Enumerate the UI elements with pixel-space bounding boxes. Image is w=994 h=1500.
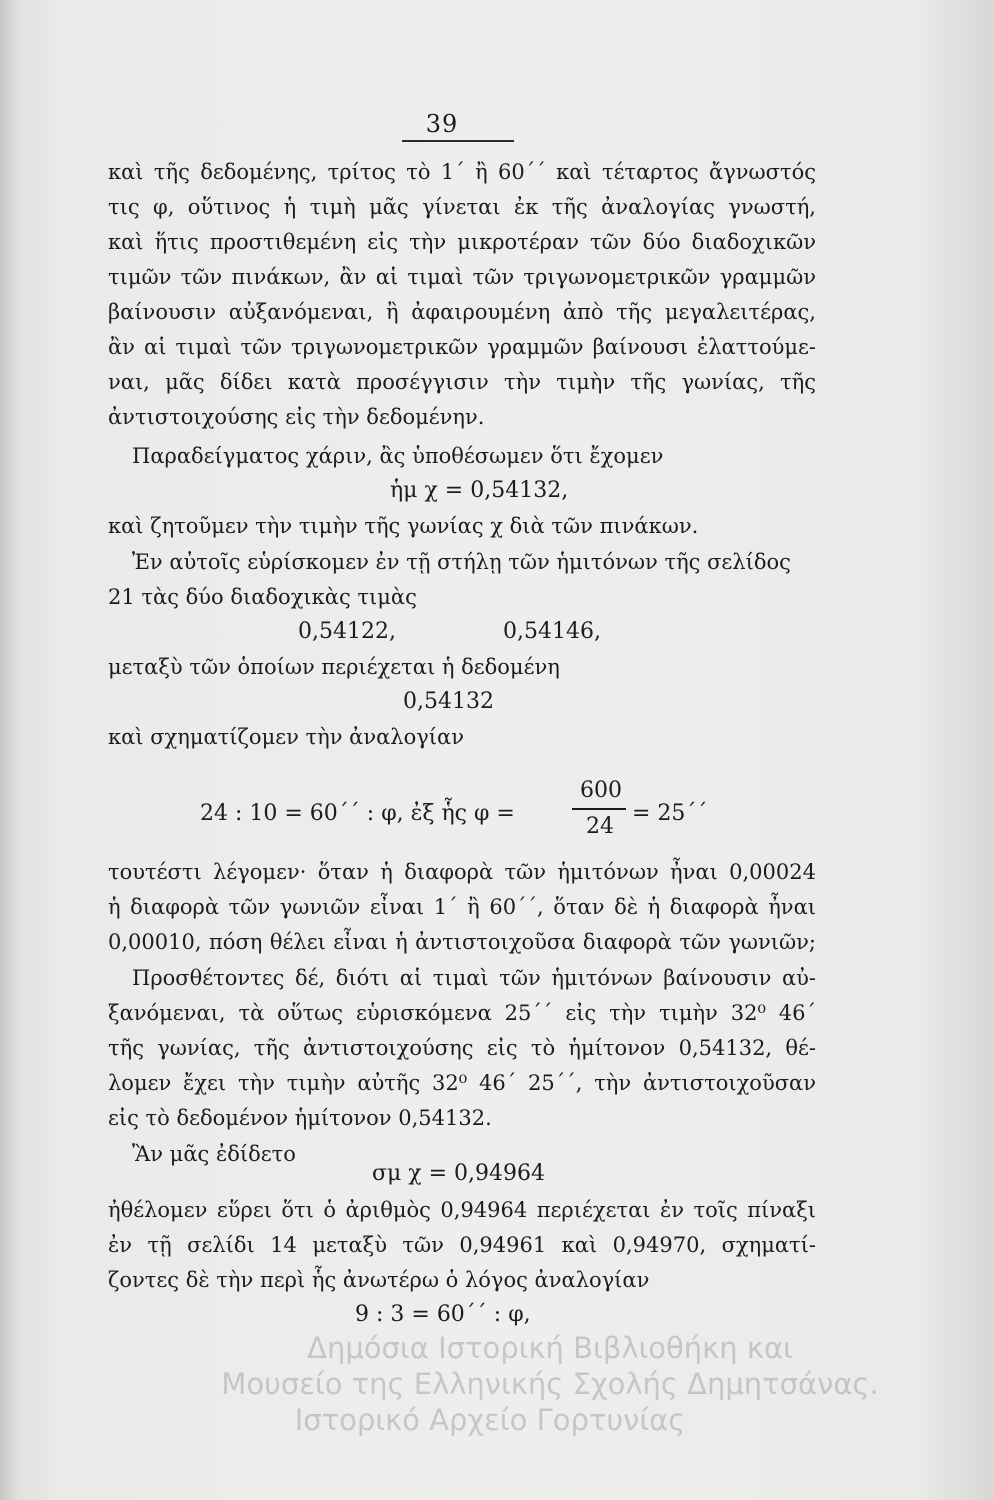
text-line-3: καὶ ἥτις προστιθεμένη εἰς τὴν μικροτέραν τῶν δύο διαδοχικῶν	[108, 230, 816, 254]
watermark-line-1: Δημόσια Ιστορική Βιβλιοθήκη και	[307, 1331, 793, 1365]
text-line-7: ναι, μᾶς δίδει κατὰ προσέγγισιν τὴν τιμὴν τῆς γωνίας, τῆς	[108, 370, 816, 394]
fraction-denominator: 24	[586, 814, 614, 839]
value-upper: 0,54146,	[503, 619, 601, 644]
text-line-find: Ἐν αὐτοῖς εὑρίσκομεν ἐν τῇ στήλῃ τῶν ἡμιτόνων τῆς σελίδος	[132, 550, 791, 574]
value-lower: 0,54122,	[298, 619, 396, 644]
text-line-cos-3: ζοντες δὲ τὴν περὶ ἧς ἀνωτέρω ὁ λόγος ἀναλογίαν	[108, 1268, 650, 1292]
equation-sine: ἡμ χ = 0,54132,	[390, 478, 569, 503]
text-line-5: βαίνουσιν αὐξανόμεναι, ἢ ἀφαιρουμένη ἀπὸ τῆς μεγαλειτέρας,	[108, 300, 816, 324]
text-line-add-3: λομεν ἔχει τὴν τιμὴν αὐτῆς 32⁰ 46΄ 25΄΄, τὴν ἀντιστοιχοῦσαν	[108, 1071, 816, 1095]
fraction-bar	[572, 808, 626, 810]
text-line-page21: 21 τὰς δύο διαδοχικὰς τιμὰς	[108, 585, 417, 609]
text-line-add-1: ξανόμεναι, τὰ οὕτως εὑρισκόμενα 25΄΄ εἰς τὴν τιμὴν 32⁰ 46΄	[108, 1001, 816, 1025]
proportion-left: 24 : 10 = 60΄΄ : φ, ἐξ ἧς φ =	[200, 801, 515, 826]
watermark-line-2: Μουσείο της Ελληνικής Σχολής Δημητσάνας.	[221, 1367, 879, 1401]
paragraph-example: Παραδείγματος χάριν, ἂς ὑποθέσωμεν ὅτι ἔχομεν	[132, 444, 664, 468]
equation-proportion-2: 9 : 3 = 60΄΄ : φ,	[355, 1302, 531, 1327]
text-line-diff-3: 0,00010, πόση θέλει εἶναι ἡ ἀντιστοιχοῦσα διαφορὰ τῶν γωνιῶν;	[108, 930, 816, 954]
proportion-result: = 25΄΄	[632, 801, 708, 826]
page-spine-shadow	[0, 0, 18, 1500]
text-line-diff-2: ἡ διαφορὰ τῶν γωνιῶν εἶναι 1΄ ἢ 60΄΄, ὅταν δὲ ἡ διαφορὰ ἦναι	[108, 895, 816, 919]
header-rule	[402, 140, 514, 142]
paragraph-add: Προσθέτοντες δέ, διότι αἱ τιμαὶ τῶν ἡμιτόνων βαίνουσιν αὐ-	[132, 966, 816, 990]
equation-cosine: σμ χ = 0,94964	[372, 1161, 546, 1186]
text-line-form: καὶ σχηματίζομεν τὴν ἀναλογίαν	[108, 725, 464, 749]
page-number: 39	[425, 110, 459, 138]
text-line-add-2: τῆς γωνίας, τῆς ἀντιστοιχούσης εἰς τὸ ἡμίτονον 0,54132, θέ-	[108, 1036, 816, 1060]
value-given: 0,54132	[403, 689, 494, 714]
text-line-1: καὶ τῆς δεδομένης, τρίτος τὸ 1΄ ἢ 60΄΄ καὶ τέταρτος ἄγνωστός	[108, 160, 816, 184]
text-line-cos-1: ἠθέλομεν εὕρει ὅτι ὁ ἀριθμὸς 0,94964 περιέχεται ἐν τοῖς πίναξι	[108, 1198, 816, 1222]
text-line-seek: καὶ ζητοῦμεν τὴν τιμὴν τῆς γωνίας χ διὰ τῶν πινάκων.	[108, 514, 699, 538]
text-line-diff-1: τουτέστι λέγομεν· ὅταν ἡ διαφορὰ τῶν ἡμιτόνων ἦναι 0,00024	[108, 860, 816, 884]
text-line-add-4: εἰς τὸ δεδομένον ἡμίτονον 0,54132.	[108, 1106, 492, 1130]
watermark-line-3: Ιστορικό Αρχείο Γορτυνίας	[294, 1403, 686, 1437]
text-line-2: τις φ, οὕτινος ἡ τιμὴ μᾶς γίνεται ἐκ τῆς ἀναλογίας γνωστή,	[108, 195, 816, 219]
fraction-numerator: 600	[580, 778, 622, 803]
paragraph-if: Ἂν μᾶς ἐδίδετο	[132, 1142, 296, 1166]
text-line-between: μεταξὺ τῶν ὁποίων περιέχεται ἡ δεδομένη	[108, 655, 560, 679]
text-line-4: τιμῶν τῶν πινάκων, ἂν αἱ τιμαὶ τῶν τριγωνομετρικῶν γραμμῶν	[108, 265, 816, 289]
text-line-6: ἂν αἱ τιμαὶ τῶν τριγωνομετρικῶν γραμμῶν βαίνουσι ἐλαττούμε-	[108, 335, 816, 359]
text-line-cos-2: ἐν τῇ σελίδι 14 μεταξὺ τῶν 0,94961 καὶ 0,94970, σχηματί-	[108, 1233, 816, 1257]
text-line-8: ἀντιστοιχούσης εἰς τὴν δεδομένην.	[108, 405, 485, 429]
